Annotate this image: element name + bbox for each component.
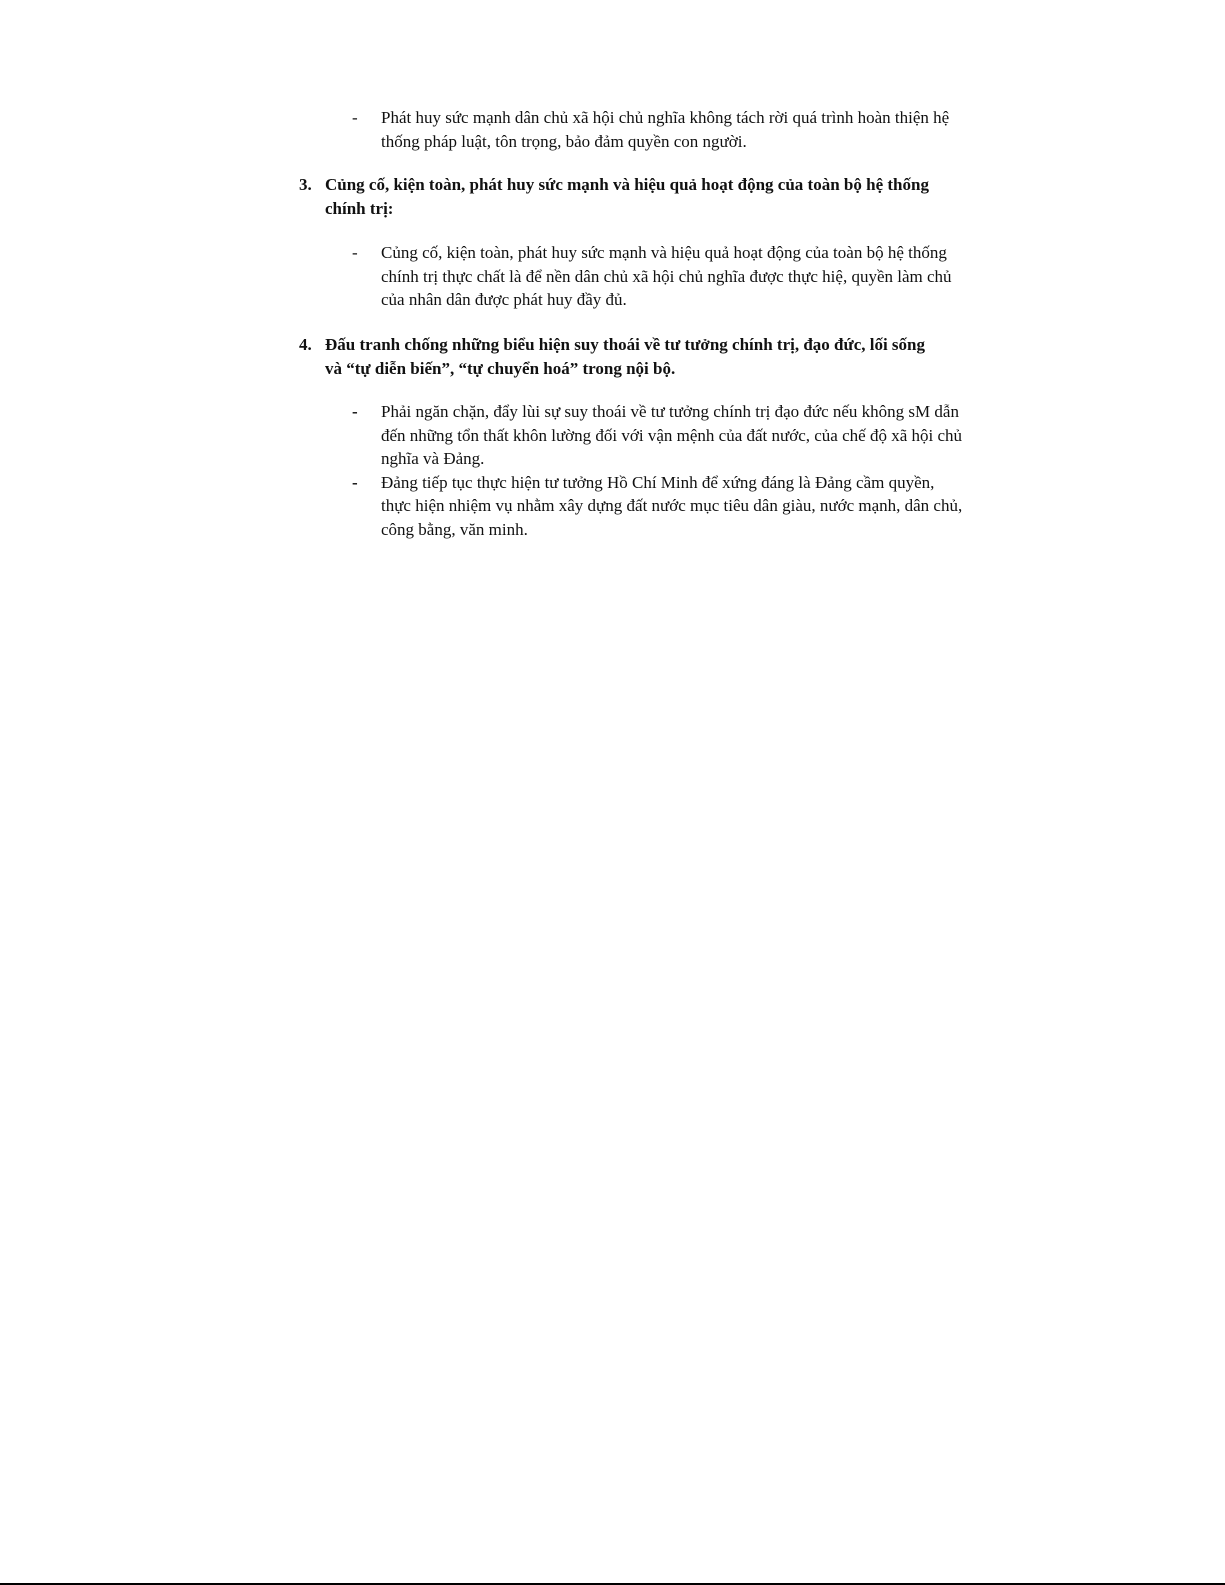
bullet-text: Phải ngăn chặn, đẩy lùi sự suy thoái về tư tưởng chính trị đạo đức nếu không sM dẫn đến những tổn thất khôn lường đối với vận mệnh của đất nước, của chế độ xã hội chủ nghĩa và Đảng.	[381, 402, 963, 468]
bullet-marker: -	[352, 472, 358, 492]
intro-bullet-list	[345, 106, 965, 153]
bullet-text: Phát huy sức mạnh dân chủ xã hội chủ nghĩa không tách rời quá trình hoàn thiện hệ thống pháp luật, tôn trọng, bảo đảm quyền con người.	[381, 108, 950, 151]
list-item	[345, 471, 965, 542]
section-3-heading	[299, 173, 939, 220]
section-4-bullet-list	[345, 400, 965, 541]
section-number: 4.	[299, 335, 312, 354]
section-3-bullet-list	[345, 241, 965, 312]
list-item	[345, 106, 965, 153]
section-4-heading	[299, 333, 939, 380]
list-item	[345, 400, 965, 471]
section-number: 3.	[299, 175, 312, 194]
bullet-marker: -	[352, 243, 358, 262]
list-item	[345, 241, 965, 312]
bullet-marker: -	[352, 108, 358, 127]
bullet-text: Đảng tiếp tục thực hiện tư tưởng Hồ Chí Minh để xứng đáng là Đảng cầm quyền, thực hiện nhiệm vụ nhằm xây dựng đất nước mục tiêu dân giàu, nước mạnh, dân chủ, công bằng, văn minh.	[381, 472, 963, 539]
section-title: Củng cố, kiện toàn, phát huy sức mạnh và hiệu quả hoạt động của toàn bộ hệ thống chính trị:	[325, 175, 929, 218]
bullet-text: Củng cố, kiện toàn, phát huy sức mạnh và hiệu quả hoạt động của toàn bộ hệ thống chính trị thực chất là để nền dân chủ xã hội chủ nghĩa được thực hiệ, quyền làm chủ của nhân dân được phát huy đầy đủ.	[381, 243, 952, 309]
bullet-marker: -	[352, 402, 358, 421]
section-title: Đấu tranh chống những biểu hiện suy thoái về tư tưởng chính trị, đạo đức, lối sống và “tự diễn biến”, “tự chuyển hoá” trong nội bộ.	[325, 335, 926, 378]
